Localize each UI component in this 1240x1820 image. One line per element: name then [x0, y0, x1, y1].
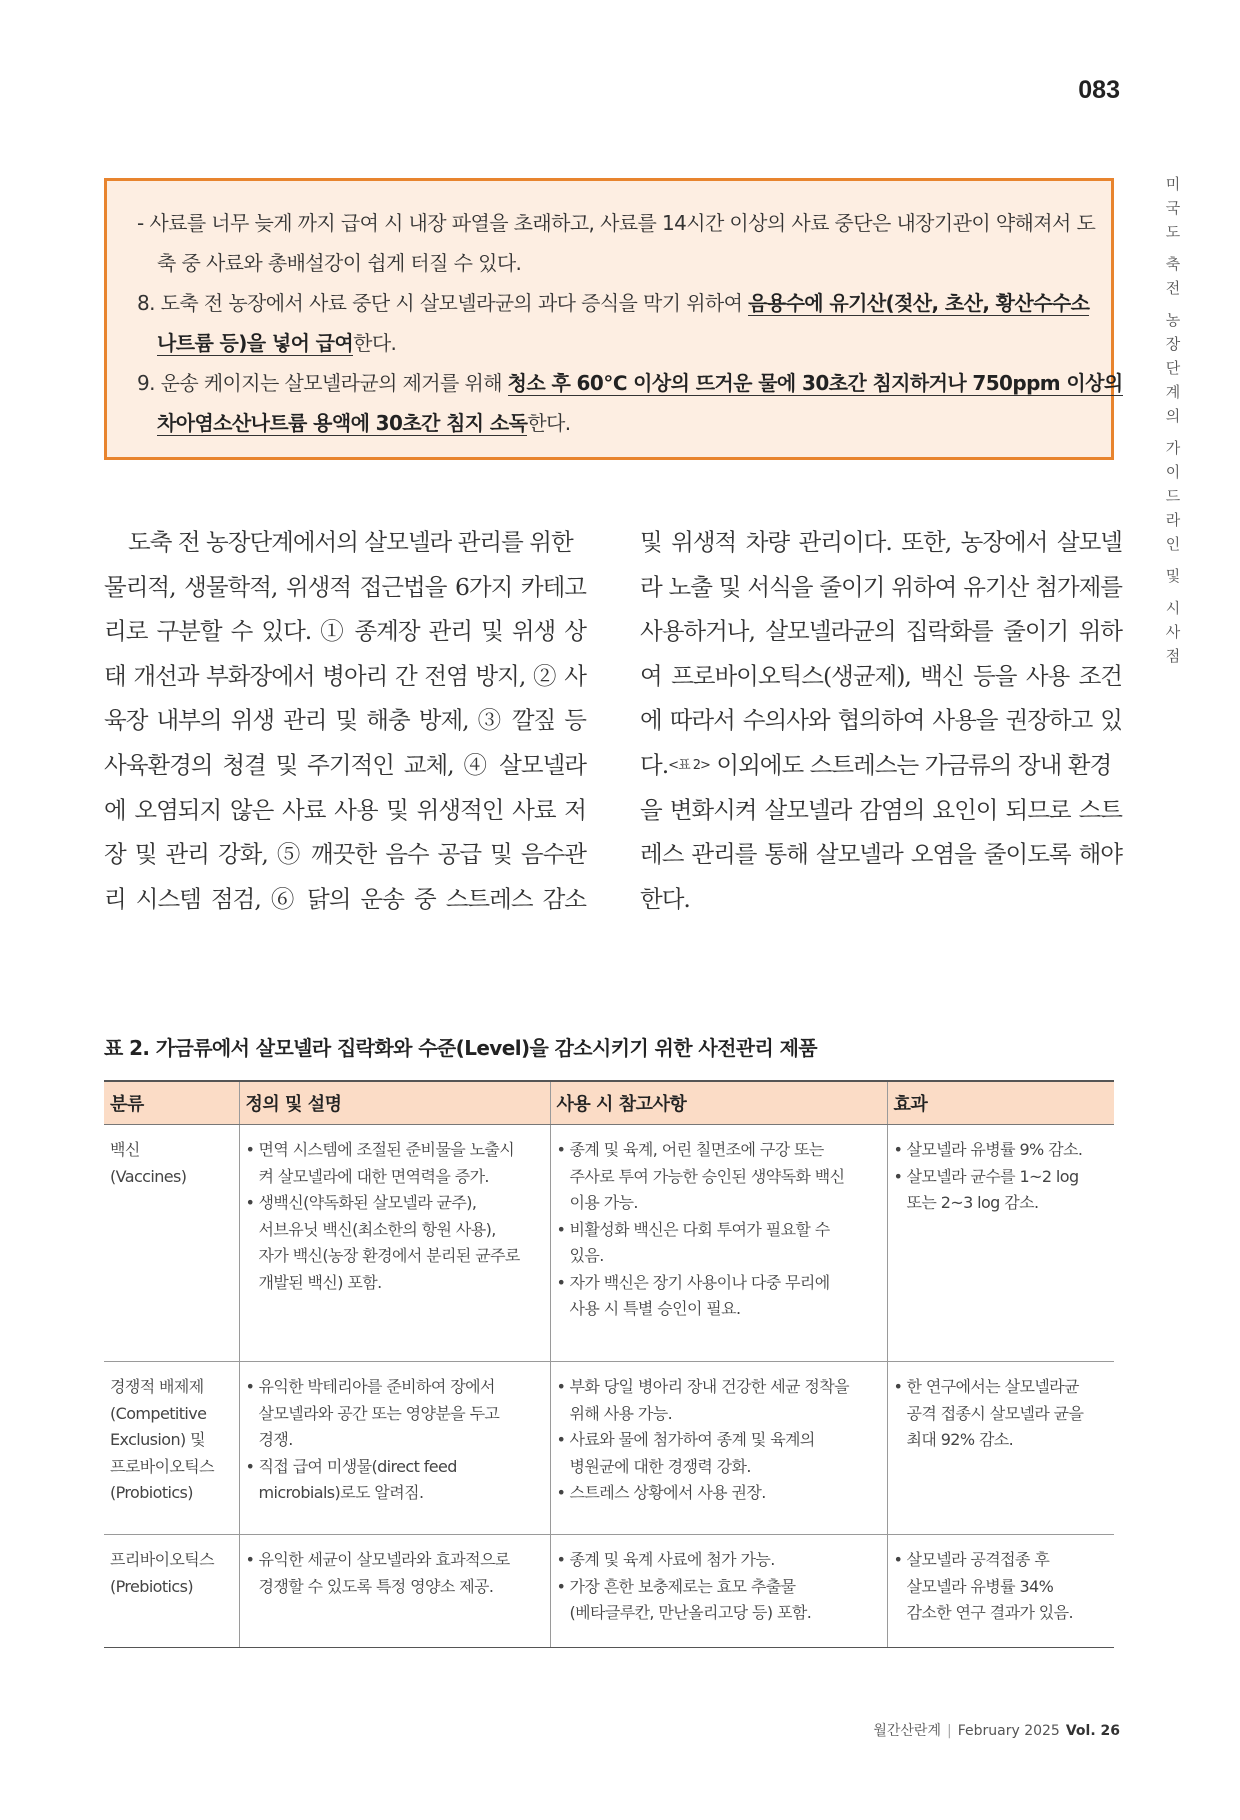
body-line: 및 위생적 차량 관리이다. 또한, 농장에서 살모넬	[640, 528, 1122, 556]
definition-line: 켜 살모넬라에 대한 면역력을 증가.	[258, 1166, 489, 1186]
definition-line: • 생백신(약독화된 살모넬라 균주),	[258, 1193, 477, 1212]
table-reference: <표 2>	[668, 757, 710, 773]
note-line: 있음.	[569, 1246, 604, 1265]
footer-volume: Vol. 26	[1065, 1723, 1120, 1739]
box-item-9-cont	[137, 403, 1081, 443]
definition-item	[246, 1547, 544, 1600]
note-line: • 자가 백신은 장기 사용이나 다중 무리에	[569, 1272, 830, 1292]
definition-line: 살모넬라와 공간 또는 영양분을 두고	[258, 1403, 500, 1423]
category-line: 프로바이오틱스	[110, 1456, 214, 1476]
definition-line: 자가 백신(농장 환경에서 분리된 균주로	[258, 1246, 520, 1265]
header-notes: 사용 시 참고사항	[550, 1081, 887, 1125]
effect-line: • 살모넬라 유병률 9% 감소.	[906, 1140, 1083, 1159]
note-item	[557, 1427, 881, 1480]
highlight-box	[104, 178, 1123, 460]
box-item-8-tail: 한다.	[353, 331, 397, 355]
effect-line: 살모넬라 유병률 34%	[906, 1576, 1054, 1596]
side-title-char: 점	[1165, 647, 1181, 665]
note-line: 사용 시 특별 승인이 필요.	[569, 1299, 741, 1318]
box-item-8-text: 8. 도축 전 농장에서 사료 중단 시 살모넬라균의 과다 증식을 막기 위하여	[137, 291, 749, 315]
side-title-char: 계	[1165, 383, 1181, 401]
cell-category	[104, 1535, 239, 1648]
cell-definition	[239, 1362, 550, 1535]
cell-category	[104, 1362, 239, 1535]
effect-list	[894, 1137, 1109, 1217]
box-item-dash: - 사료를 너무 늦게 까지 급여 시 내장 파열을 초래하고, 사료를 14시간 이상의 사료 중단은 내장기관이 약해져서 도	[137, 211, 1096, 235]
side-title-char: 및	[1165, 567, 1181, 585]
category-line: Exclusion) 및	[110, 1430, 205, 1449]
box-item-9-emphasis-cont: 차아염소산나트륨 용액에 30초간 침지 소독	[157, 411, 528, 435]
effect-list	[894, 1547, 1109, 1627]
body-text: 다.	[640, 750, 669, 779]
table-row	[104, 1125, 1114, 1362]
note-line: 주사로 투여 가능한 승인된 생약독화 백신	[569, 1166, 845, 1186]
note-item	[557, 1574, 881, 1627]
note-item	[557, 1374, 881, 1427]
body-line: 레스 관리를 통해 살모넬라 오염을 줄이도록 해야	[640, 840, 1122, 869]
cell-definition	[239, 1535, 550, 1648]
definition-list	[246, 1374, 544, 1507]
box-item-9	[137, 363, 1123, 403]
effect-item	[894, 1374, 1109, 1454]
body-line: 리로 구분할 수 있다. ① 종계장 관리 및 위생 상	[104, 617, 586, 646]
side-title-char: 라	[1165, 511, 1181, 529]
body-column-left	[104, 520, 586, 921]
definition-item	[246, 1137, 544, 1190]
category-line: 프리바이오틱스	[110, 1550, 214, 1569]
category-line: (Probiotics)	[110, 1483, 193, 1502]
box-item-9-text: 9. 운송 케이지는 살모넬라균의 제거를 위해	[137, 371, 508, 395]
body-line: 에 따라서 수의사와 협의하여 사용을 권장하고 있	[640, 706, 1122, 735]
cell-notes	[550, 1362, 887, 1535]
definition-list	[246, 1547, 544, 1600]
side-section-title	[1160, 172, 1186, 668]
box-item-9-tail: 한다.	[527, 411, 571, 435]
definition-item	[246, 1190, 544, 1296]
definition-list	[246, 1137, 544, 1296]
table-row	[104, 1362, 1114, 1535]
definition-line: 경쟁할 수 있도록 특정 영양소 제공.	[258, 1576, 494, 1596]
body-line: 에 오염되지 않은 사료 사용 및 위생적인 사료 저	[104, 795, 586, 824]
body-line: 여 프로바이오틱스(생균제), 백신 등을 사용 조건	[640, 661, 1122, 690]
category-line: (Prebiotics)	[110, 1576, 193, 1596]
cell-category	[104, 1125, 239, 1362]
table-row	[104, 1535, 1114, 1648]
side-title-char: 도	[1165, 223, 1181, 241]
page-footer	[700, 1720, 1120, 1740]
box-item-8-emphasis-cont: 나트륨 등)을 넣어 급여	[157, 331, 354, 355]
body-line: 도축 전 농장단계에서의 살모넬라 관리를 위한	[128, 528, 573, 556]
side-title-char: 의	[1165, 407, 1181, 425]
note-line: • 종계 및 육계, 어린 칠면조에 구강 또는	[569, 1140, 824, 1159]
body-line: 육장 내부의 위생 관리 및 해충 방제, ③ 깔짚 등	[104, 706, 586, 735]
body-text: 이외에도 스트레스는 가금류의 장내 환경	[709, 750, 1112, 779]
definition-line: 서브유닛 백신(최소한의 항원 사용),	[258, 1219, 496, 1239]
note-list	[557, 1547, 881, 1627]
note-item	[557, 1270, 881, 1323]
cell-definition	[239, 1125, 550, 1362]
side-title-char: 단	[1165, 359, 1181, 377]
note-line: • 가장 흔한 보충제로는 효모 추출물	[569, 1576, 796, 1596]
side-title-char: 시	[1165, 599, 1181, 617]
definition-line: • 면역 시스템에 조절된 준비물을 노출시	[258, 1140, 515, 1159]
side-title-char: 사	[1165, 623, 1181, 641]
body-column-right	[640, 520, 1122, 921]
side-title-char: 국	[1165, 199, 1181, 217]
table-caption: 표 2. 가금류에서 살모넬라 집락화와 수준(Level)을 감소시키기 위한 사전관리 제품	[104, 1036, 818, 1060]
note-item	[557, 1547, 881, 1574]
body-line: 장 및 관리 강화, ⑤ 깨끗한 음수 공급 및 음수관	[104, 840, 586, 869]
page-number: 083	[1078, 76, 1120, 104]
effect-line: 감소한 연구 결과가 있음.	[906, 1603, 1074, 1622]
box-item-9-emphasis: 청소 후 60℃ 이상의 뜨거운 물에 30초간 침지하거나 750ppm 이상의	[507, 371, 1123, 395]
products-table	[104, 1080, 1114, 1648]
body-line: 사육환경의 청결 및 주기적인 교체, ④ 살모넬라	[104, 750, 586, 779]
note-line: • 종계 및 육계 사료에 첨가 가능.	[569, 1550, 775, 1569]
side-title-char: 드	[1165, 487, 1181, 505]
side-title-char: 인	[1165, 535, 1181, 553]
note-line: • 비활성화 백신은 다회 투여가 필요할 수	[569, 1219, 830, 1239]
effect-line: 최대 92% 감소.	[906, 1430, 1014, 1449]
note-list	[557, 1374, 881, 1507]
definition-line: • 유익한 세균이 살모넬라와 효과적으로	[258, 1550, 510, 1569]
side-title-char: 농	[1165, 311, 1181, 329]
body-line: 리 시스템 점검, ⑥ 닭의 운송 중 스트레스 감소	[104, 884, 586, 913]
definition-line: • 유익한 박테리아를 준비하여 장에서	[258, 1377, 495, 1396]
table-header-row	[104, 1081, 1114, 1125]
note-line: • 스트레스 상황에서 사용 권장.	[569, 1483, 766, 1502]
footer-issue: February 2025	[957, 1723, 1060, 1739]
category-line: (Vaccines)	[110, 1166, 187, 1186]
note-line: • 부화 당일 병아리 장내 건강한 세균 정착을	[569, 1377, 849, 1396]
note-line: 이용 가능.	[569, 1193, 638, 1212]
note-line: (베타글루칸, 만난올리고당 등) 포함.	[569, 1603, 812, 1622]
effect-line: • 한 연구에서는 살모넬라균	[906, 1377, 1079, 1396]
definition-item	[246, 1374, 544, 1454]
definition-line: • 직접 급여 미생물(direct feed	[258, 1456, 457, 1476]
definition-line: 경쟁.	[258, 1430, 293, 1449]
box-item-8-cont	[137, 323, 1081, 363]
header-effect: 효과	[887, 1081, 1114, 1125]
body-line: 물리적, 생물학적, 위생적 접근법을 6가지 카테고	[104, 572, 586, 601]
cell-effect	[887, 1535, 1114, 1648]
effect-line: 또는 2~3 log 감소.	[906, 1193, 1039, 1212]
body-line	[640, 743, 1122, 788]
cell-effect	[887, 1125, 1114, 1362]
body-line: 사용하거나, 살모넬라균의 집락화를 줄이기 위하	[640, 617, 1122, 646]
cell-notes	[550, 1535, 887, 1648]
category-line: (Competitive	[110, 1403, 207, 1423]
effect-item	[894, 1137, 1109, 1164]
side-title-char: 가	[1165, 439, 1181, 457]
header-category: 분류	[104, 1081, 239, 1125]
footer-magazine: 월간산란계	[873, 1723, 941, 1739]
note-list	[557, 1137, 881, 1323]
body-line: 라 노출 및 서식을 줄이기 위하여 유기산 첨가제를	[640, 572, 1122, 601]
box-item-8	[137, 283, 1090, 323]
cell-notes	[550, 1125, 887, 1362]
side-title-char: 미	[1165, 175, 1181, 193]
definition-line: microbials)로도 알려짐.	[258, 1483, 424, 1502]
side-title-char: 이	[1165, 463, 1181, 481]
box-item-dash-cont: 축 중 사료와 총배설강이 쉽게 터질 수 있다.	[157, 251, 522, 275]
footer-separator: |	[946, 1723, 952, 1739]
body-line: 태 개선과 부화장에서 병아리 간 전염 방지, ② 사	[104, 661, 586, 690]
effect-list	[894, 1374, 1109, 1454]
note-item	[557, 1137, 881, 1217]
definition-item	[246, 1454, 544, 1507]
header-definition: 정의 및 설명	[239, 1081, 550, 1125]
effect-line: • 살모넬라 균수를 1~2 log	[906, 1166, 1079, 1186]
effect-line: • 살모넬라 공격접종 후	[906, 1550, 1050, 1569]
note-line: 병원균에 대한 경쟁력 강화.	[569, 1456, 751, 1476]
effect-item	[894, 1547, 1109, 1627]
category-line: 백신	[110, 1140, 140, 1159]
body-line: 을 변화시켜 살모넬라 감염의 요인이 되므로 스트	[640, 795, 1122, 824]
cell-effect	[887, 1362, 1114, 1535]
side-title-char: 장	[1165, 335, 1181, 353]
effect-item	[894, 1164, 1109, 1217]
note-line: • 사료와 물에 첨가하여 종계 및 육계의	[569, 1430, 815, 1449]
side-title-char: 축	[1165, 255, 1181, 273]
effect-line: 공격 접종시 살모넬라 균을	[906, 1403, 1084, 1423]
body-line: 한다.	[640, 884, 690, 913]
category-line: 경쟁적 배제제	[110, 1377, 204, 1396]
note-item	[557, 1480, 881, 1507]
note-item	[557, 1217, 881, 1270]
definition-line: 개발된 백신) 포함.	[258, 1272, 382, 1292]
note-line: 위해 사용 가능.	[569, 1403, 673, 1423]
side-title-char: 전	[1165, 279, 1181, 297]
box-item-8-emphasis: 음용수에 유기산(젖산, 초산, 황산수수소	[748, 291, 1090, 315]
